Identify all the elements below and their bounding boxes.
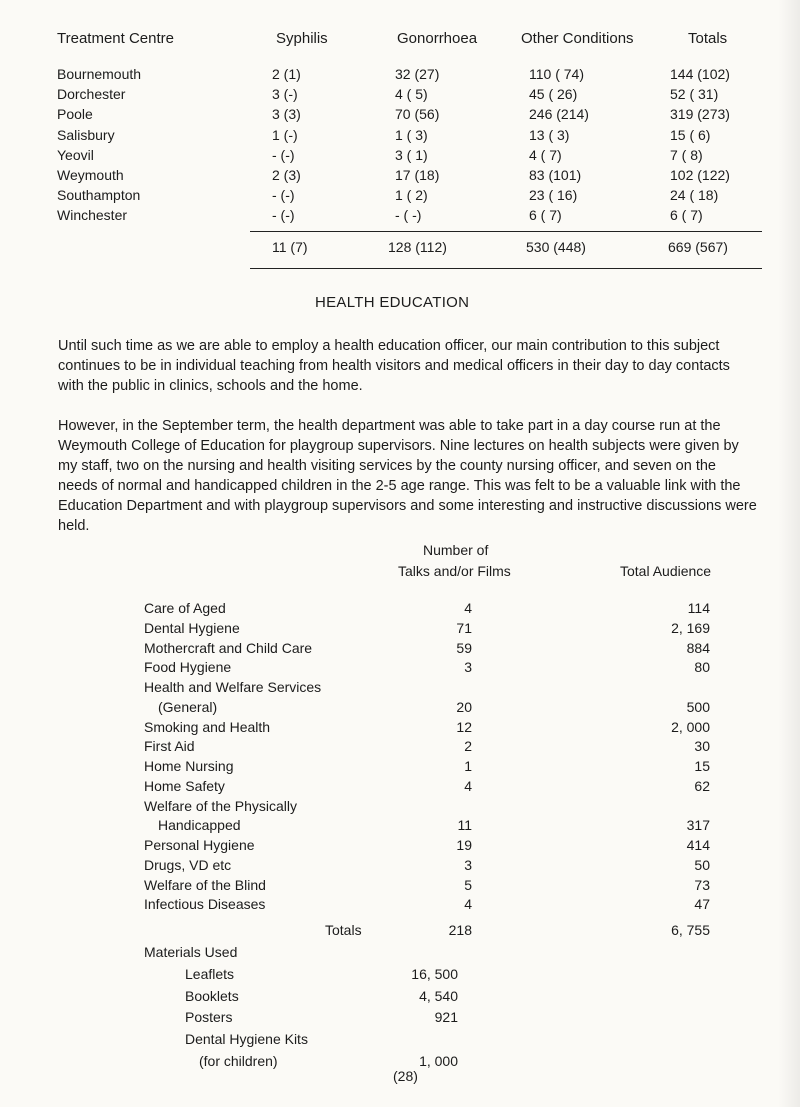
cell-syphilis: 3 (-) [272, 86, 298, 103]
talk-audience: 30 [694, 738, 710, 755]
cell-other: 6 ( 7) [529, 207, 562, 224]
talk-audience: 317 [686, 817, 710, 834]
talk-topic: Home Safety [144, 777, 225, 794]
talk-count: 71 [456, 619, 472, 636]
cell-centre: Salisbury [57, 126, 115, 143]
talk-audience: 47 [694, 896, 710, 913]
talk-audience: 73 [694, 876, 710, 893]
cell-other: 45 ( 26) [529, 86, 578, 103]
material-label: Posters [185, 1009, 233, 1026]
cell-gonorrhoea: 3 ( 1) [395, 146, 428, 163]
cell-syphilis: 1 (-) [272, 126, 298, 143]
total-other: 530 (448) [526, 239, 586, 255]
cell-totals: 15 ( 6) [670, 126, 711, 143]
section-title: HEALTH EDUCATION [315, 294, 470, 311]
cell-totals: 24 ( 18) [670, 187, 719, 204]
cell-totals: 144 (102) [670, 66, 730, 82]
cell-gonorrhoea: 4 ( 5) [395, 86, 428, 103]
talk-topic: Food Hygiene [144, 659, 232, 676]
cell-gonorrhoea: - ( -) [395, 207, 422, 224]
cell-other: 4 ( 7) [529, 146, 562, 163]
material-label: (for children) [199, 1052, 278, 1069]
talk-topic: Smoking and Health [144, 718, 271, 735]
cell-syphilis: - (-) [272, 146, 295, 163]
talk-count: 5 [464, 876, 472, 893]
material-value: 921 [434, 1009, 458, 1026]
cell-centre: Bournemouth [57, 66, 142, 82]
cell-centre: Southampton [57, 187, 141, 204]
cell-gonorrhoea: 70 (56) [395, 106, 440, 123]
paragraph-1-text: Until such time as we are able to employ a health education officer, our main contribution to this subject continues to be in individual teaching from health visitors and medical officers in their day to day contacts with the public in clinics, schools and the home. [58, 338, 730, 394]
totals-talks: 218 [448, 922, 472, 938]
paragraph-2 [58, 416, 758, 536]
talk-count: 4 [464, 600, 472, 616]
talk-topic: Mothercraft and Child Care [144, 639, 313, 656]
cell-centre: Dorchester [57, 86, 126, 103]
page-edge-shadow [778, 0, 800, 1107]
talk-audience: 500 [686, 698, 710, 715]
talk-audience: 114 [687, 600, 710, 616]
talk-audience: 15 [694, 758, 710, 774]
talk-count: 20 [456, 698, 472, 715]
cell-totals: 6 ( 7) [670, 207, 703, 224]
cell-syphilis: 3 (3) [272, 106, 301, 123]
talk-count: 19 [456, 837, 472, 853]
talk-topic: Welfare of the Physically [144, 797, 298, 814]
cell-syphilis: - (-) [272, 207, 295, 224]
talk-count: 4 [464, 896, 472, 913]
talk-count: 12 [456, 718, 472, 735]
material-label: Leaflets [185, 966, 235, 982]
talk-topic: Care of Aged [144, 600, 226, 616]
talk-audience: 2, 169 [671, 619, 710, 636]
totals-audience: 6, 755 [671, 922, 710, 938]
talk-count: 3 [464, 856, 472, 873]
table-rule-top [250, 231, 762, 232]
total-totals: 669 (567) [668, 239, 728, 255]
total-syphilis: 11 (7) [272, 239, 308, 255]
cell-gonorrhoea: 1 ( 3) [395, 126, 428, 143]
total-gonorrhoea: 128 (112) [388, 239, 447, 255]
talk-count: 11 [457, 817, 472, 834]
cell-centre: Winchester [57, 207, 128, 224]
talk-audience: 2, 000 [671, 718, 710, 735]
paragraph-1 [58, 336, 758, 396]
header-other-conditions: Other Conditions [521, 30, 634, 47]
cell-other: 23 ( 16) [529, 187, 578, 204]
material-label: Booklets [185, 987, 239, 1004]
talk-topic: Personal Hygiene [144, 837, 255, 853]
header-totals: Totals [688, 30, 728, 47]
cell-gonorrhoea: 17 (18) [395, 167, 440, 183]
talk-topic: Infectious Diseases [144, 896, 266, 913]
material-value: 1, 000 [419, 1052, 458, 1069]
talk-audience: 62 [694, 777, 710, 794]
talk-topic: (General) [158, 698, 218, 715]
cell-totals: 102 (122) [670, 167, 730, 183]
totals-label: Totals [325, 922, 362, 938]
cell-other: 13 ( 3) [529, 126, 570, 143]
talk-topic: Welfare of the Blind [144, 876, 266, 893]
paragraph-2-text: However, in the September term, the health department was able to take part in a day course run at the Weymouth College of Education for playgroup supervisors. Nine lectures on health subjects were given by my staff, two on the nursing and health visiting services by the county nursing officer, and seven on the needs of normal and handicapped children in the 2-5 age range. This was felt to be a valuable link with the Education Department and with playgroup supervisors and some interesting and instructive discussions were held. [58, 418, 757, 534]
header-total-audience: Total Audience [620, 563, 712, 579]
cell-centre: Weymouth [57, 167, 124, 183]
talk-count: 4 [464, 777, 472, 794]
talk-count: 1 [464, 758, 472, 774]
talk-count: 59 [456, 639, 472, 656]
talk-audience: 414 [686, 837, 710, 853]
cell-gonorrhoea: 32 (27) [395, 66, 440, 82]
cell-other: 110 ( 74) [529, 66, 584, 82]
cell-centre: Yeovil [57, 146, 94, 163]
cell-other: 83 (101) [529, 167, 582, 183]
cell-totals: 52 ( 31) [670, 86, 719, 103]
cell-gonorrhoea: 1 ( 2) [395, 187, 428, 204]
talk-count: 3 [464, 659, 472, 676]
cell-totals: 7 ( 8) [670, 146, 703, 163]
cell-other: 246 (214) [529, 106, 589, 123]
header-treatment-centre: Treatment Centre [57, 30, 174, 47]
cell-syphilis: - (-) [272, 187, 295, 204]
cell-totals: 319 (273) [670, 106, 730, 123]
material-label: Dental Hygiene Kits [185, 1031, 308, 1048]
talk-topic: First Aid [144, 738, 195, 755]
page-number: (28) [393, 1068, 418, 1084]
header-syphilis: Syphilis [276, 30, 328, 47]
cell-centre: Poole [57, 106, 93, 123]
material-value: 16, 500 [411, 966, 458, 982]
talk-audience: 884 [686, 639, 710, 656]
talk-audience: 50 [694, 856, 710, 873]
table-rule-bottom [250, 268, 762, 269]
material-value: 4, 540 [419, 987, 458, 1004]
materials-title: Materials Used [144, 944, 238, 960]
talk-audience: 80 [694, 659, 710, 676]
header-talks-films: Talks and/or Films [398, 563, 511, 579]
header-number-of: Number of [423, 542, 489, 558]
talk-topic: Home Nursing [144, 758, 234, 774]
header-gonorrhoea: Gonorrhoea [397, 30, 478, 47]
talk-topic: Dental Hygiene [144, 619, 240, 636]
talk-topic: Health and Welfare Services [144, 679, 322, 695]
talk-topic: Drugs, VD etc [144, 856, 232, 873]
cell-syphilis: 2 (1) [272, 66, 301, 82]
talk-count: 2 [464, 738, 472, 755]
talk-topic: Handicapped [158, 817, 241, 834]
cell-syphilis: 2 (3) [272, 167, 301, 183]
